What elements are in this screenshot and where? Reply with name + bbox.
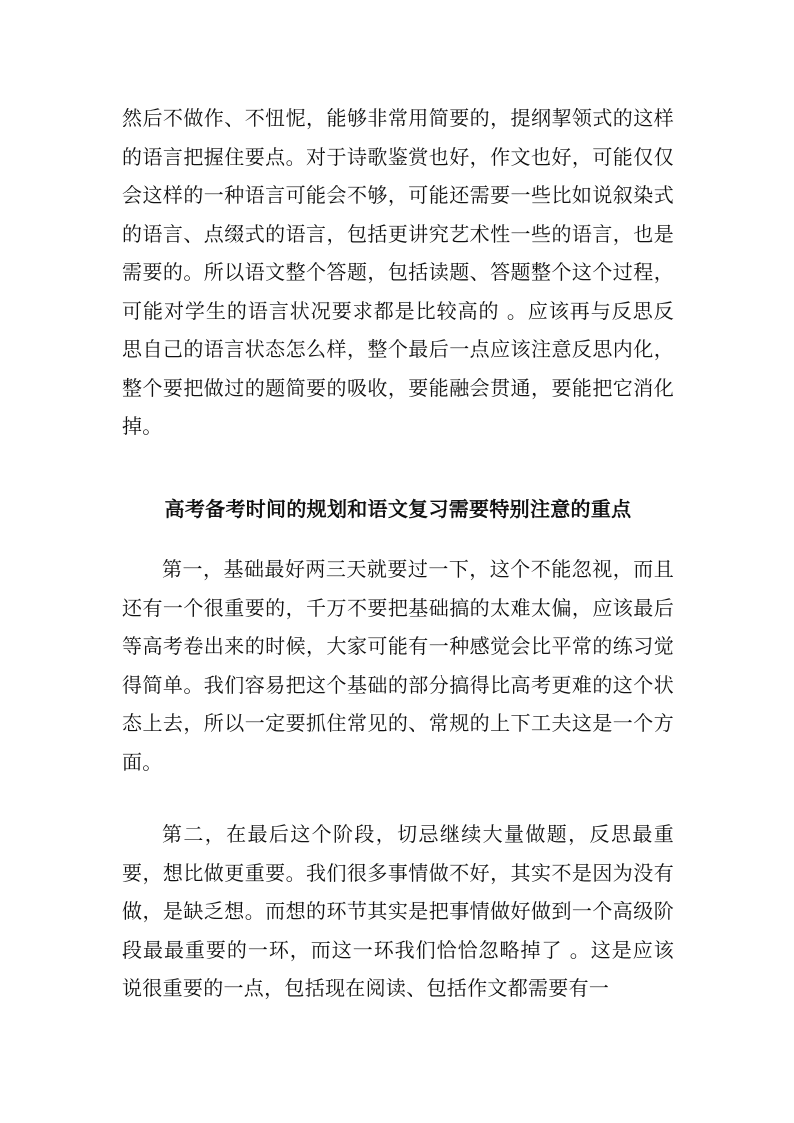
section-heading: 高考备考时间的规划和语文复习需要特别注意的重点 — [164, 497, 632, 521]
paragraph-first-point: 第一，基础最好两三天就要过一下，这个不能忽视，而且还有一个很重要的，千万不要把基础搞的太难太偏，应该最后等高考卷出来的时候，大家可能有一种感觉会比平常的练习觉得简单。我们容易把这个基础的部分搞得比高考更难的这个状态上去，所以一定要抓住常见的、常规的上下工夫这是一个方面。 — [122, 557, 674, 774]
paragraph-second-point: 第二，在最后这个阶段，切忌继续大量做题，反思最重要，想比做更重要。我们很多事情做不好，其实不是因为没有做，是缺乏想。而想的环节其实是把事情做好做到一个高级阶段最最重要的一环，而这一环我们恰恰忽略掉了 。这是应该说很重要的一点，包括现在阅读、包括作文都需要有一 — [122, 822, 674, 1000]
paragraph-continued: 然后不做作、不忸怩，能够非常用简要的，提纲挈领式的这样的语言把握住要点。对于诗歌鉴赏也好，作文也好，可能仅仅会这样的一种语言可能会不够，可能还需要一些比如说叙染式的语言、点缀式的语言，包括更讲究艺术性一些的语言，也是需要的。所以语文整个答题，包括读题、答题整个这个过程，可能对学生的语言状况要求都是比较高的 。应该再与反思反思自己的语言状态怎么样，整个最后一点应该注意反思内化，整个要把做过的题简要的吸收，要能融会贯通，要能把它消化掉。 — [122, 106, 674, 438]
